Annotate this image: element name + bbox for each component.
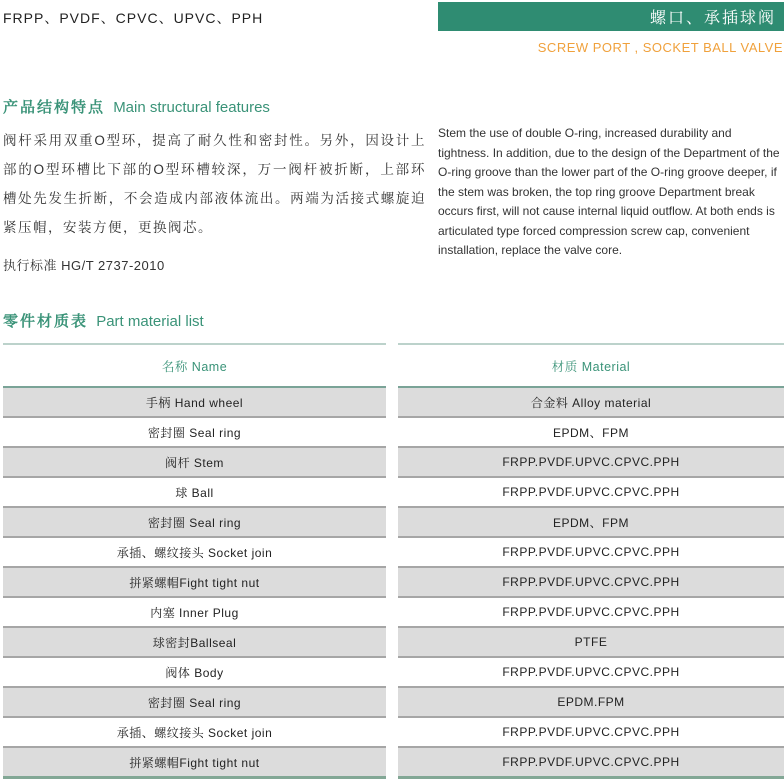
page-header — [0, 0, 784, 31]
title-banner — [438, 2, 784, 31]
table-cell-name: 拼紧螺帽Fight tight nut — [3, 748, 386, 779]
name-column-body — [3, 388, 386, 779]
parts-heading-en: Part material list — [96, 313, 204, 330]
table-cell-name: 承插、螺纹接头 Socket join — [3, 718, 386, 748]
features-heading-zh: 产品结构特点 — [3, 99, 106, 116]
features-body-english: Stem the use of double O-ring, increased durability and tightness. In addition, due to the design of the Department of the O-ring groove than the lower part of the O-ring groove deeper, if the stem was broken, the top ring groove Department break occurs first, will not cause internal liquid outflow. At both ends is articulated type forced compression screw cap, convenient installation, replace the valve core. — [438, 126, 780, 257]
features-left-column — [3, 96, 426, 274]
table-cell-material: FRPP.PVDF.UPVC.CPVC.PPH — [398, 568, 784, 598]
features-section — [0, 96, 784, 274]
parts-table — [3, 343, 784, 779]
table-cell-material: FRPP.PVDF.UPVC.CPVC.PPH — [398, 718, 784, 748]
parts-heading — [3, 310, 784, 331]
table-cell-name: 拼紧螺帽Fight tight nut — [3, 568, 386, 598]
column-header-material: 材质 Material — [398, 345, 784, 388]
page-subtitle: SCREW PORT , SOCKET BALL VALVE — [537, 40, 783, 55]
table-cell-material: FRPP.PVDF.UPVC.CPVC.PPH — [398, 478, 784, 508]
materials-line: FRPP、PVDF、CPVC、UPVC、PPH — [3, 10, 264, 26]
table-cell-material: FRPP.PVDF.UPVC.CPVC.PPH — [398, 748, 784, 779]
column-header-name: 名称 Name — [3, 345, 386, 388]
material-column-body — [398, 388, 784, 779]
table-cell-name: 球密封Ballseal — [3, 628, 386, 658]
table-cell-material: FRPP.PVDF.UPVC.CPVC.PPH — [398, 538, 784, 568]
table-cell-material: PTFE — [398, 628, 784, 658]
table-cell-material: FRPP.PVDF.UPVC.CPVC.PPH — [398, 658, 784, 688]
standard-reference: 执行标准 HG/T 2737-2010 — [3, 258, 165, 273]
table-cell-material: FRPP.PVDF.UPVC.CPVC.PPH — [398, 448, 784, 478]
table-cell-material: FRPP.PVDF.UPVC.CPVC.PPH — [398, 598, 784, 628]
table-cell-name: 密封圈 Seal ring — [3, 508, 386, 538]
parts-heading-zh: 零件材质表 — [3, 313, 89, 330]
table-cell-name: 手柄 Hand wheel — [3, 388, 386, 418]
table-cell-name: 内塞 Inner Plug — [3, 598, 386, 628]
features-heading-en: Main structural features — [113, 99, 270, 116]
parts-table-name-column — [3, 343, 386, 779]
table-cell-material: EPDM.FPM — [398, 688, 784, 718]
table-cell-name: 阀杆 Stem — [3, 448, 386, 478]
parts-section — [0, 310, 784, 779]
features-body-chinese: 阀杆采用双重O型环，提高了耐久性和密封性。另外，因设计上部的O型环槽比下部的O型环槽较深，万一阀杆被折断，上部环槽处先发生折断，不会造成内部液体流出。两端为活接式螺旋迫紧压帽，安装方便，更换阀芯。 — [3, 133, 426, 235]
table-cell-name: 密封圈 Seal ring — [3, 688, 386, 718]
table-cell-name: 球 Ball — [3, 478, 386, 508]
table-cell-material: EPDM、FPM — [398, 418, 784, 448]
table-cell-material: EPDM、FPM — [398, 508, 784, 538]
features-heading — [3, 96, 426, 117]
features-right-column — [438, 96, 784, 274]
table-cell-name: 密封圈 Seal ring — [3, 418, 386, 448]
table-cell-name: 阀体 Body — [3, 658, 386, 688]
table-cell-material: 合金料 Alloy material — [398, 388, 784, 418]
page-title: 螺口、承插球阀 — [649, 10, 776, 27]
table-cell-name: 承插、螺纹接头 Socket join — [3, 538, 386, 568]
parts-table-material-column — [398, 343, 784, 779]
